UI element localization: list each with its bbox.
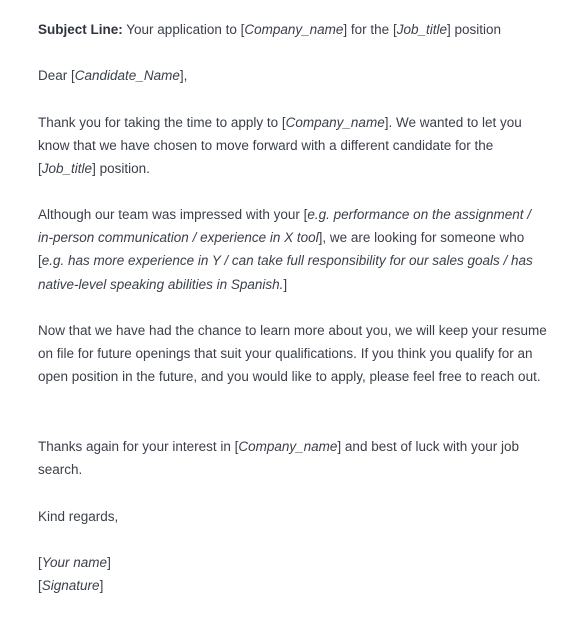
signature-placeholder: Signature (41, 578, 100, 593)
greeting-text: Dear [ (38, 68, 75, 83)
paragraph-thanks (38, 435, 547, 481)
paragraph-future (38, 319, 547, 389)
paragraph-rejection (38, 111, 547, 181)
subject-text: ] for the [ (343, 22, 397, 37)
paragraph-text: ], we are looking for someone who [ (38, 230, 525, 269)
company-placeholder: Company_name (244, 22, 344, 37)
bracket: ] (99, 578, 104, 593)
greeting (38, 64, 547, 87)
paragraph-text: ]. We wanted to let you know that we have chosen to move forward with a different candidate for the [ (38, 115, 522, 177)
company-placeholder: Company_name (285, 115, 385, 130)
paragraph-text: Thanks again for your interest in [ (38, 439, 239, 454)
your-name-placeholder: Your name (41, 555, 108, 570)
candidate-placeholder: Candidate_Name (74, 68, 180, 83)
bracket: ] (107, 555, 111, 570)
bracket: [ (38, 578, 42, 593)
paragraph-text: ] position. (92, 161, 150, 177)
job-title-placeholder: Job_title (396, 22, 447, 37)
sender-signature (38, 574, 547, 597)
paragraph-feedback (38, 203, 547, 296)
paragraph-text: ] (283, 276, 288, 292)
company-placeholder: Company_name (238, 439, 338, 454)
paragraph-text: Thank you for taking the time to apply to [ (38, 115, 286, 130)
strength-placeholder: e.g. performance on the assignment / in-person communication / experience in X tool (38, 207, 532, 246)
paragraph-text: ] and best of luck with your job search. (38, 439, 520, 478)
subject-text: ] position (447, 22, 502, 37)
bracket: [ (38, 555, 42, 570)
closing (38, 505, 547, 528)
job-title-placeholder: Job_title (41, 161, 93, 177)
closing-text: Kind regards, (38, 509, 119, 524)
greeting-text: ], (179, 68, 188, 83)
requirement-placeholder: e.g. has more experience in Y / can take full responsibility for our sales goals / has native-level speaking abilities in Spanish. (38, 253, 533, 292)
sender-name (38, 551, 547, 574)
subject-label: Subject Line: (38, 22, 123, 37)
paragraph-text: Now that we have had the chance to learn more about you, we will keep your resume on file for future openings that suit your qualifications. If you think you qualify for an open position in the future, and you would like to apply, please feel free to reach out. (38, 323, 547, 385)
subject-line (38, 18, 547, 41)
subject-text: Your application to [ (122, 22, 245, 37)
paragraph-text: Although our team was impressed with your [ (38, 207, 308, 222)
